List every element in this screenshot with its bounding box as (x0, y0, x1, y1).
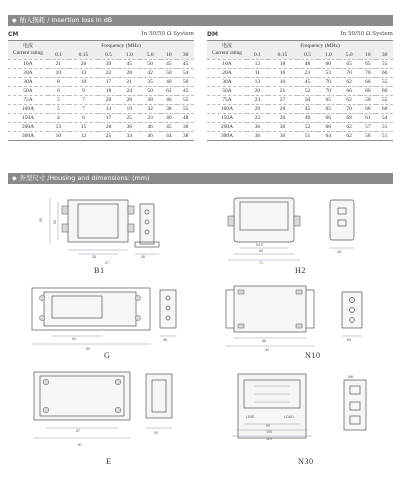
loss-value-cell: 19 (119, 104, 140, 113)
loss-value-cell: 57 (360, 122, 377, 131)
frequency-header: Frequency (MHz) (247, 41, 393, 51)
loss-value-cell: 55 (177, 104, 194, 113)
housing-title-bar (8, 173, 393, 184)
h2-dim-label: 71 (259, 261, 263, 265)
loss-value-cell: 12 (69, 131, 98, 140)
g-dim-label: 45 (163, 338, 167, 342)
b1-dim-label: 95 (39, 218, 43, 222)
loss-value-cell: 7 (69, 104, 98, 113)
loss-value-cell: 28 (119, 95, 140, 104)
loss-value-cell: 20 (268, 104, 297, 113)
g-caption: G (104, 351, 111, 360)
cm-table (8, 40, 194, 141)
table-row (207, 59, 393, 68)
housing-title: 外型尺寸 /Housing and dimensions: (mm) (19, 174, 150, 182)
loss-value-cell: 46 (297, 113, 318, 122)
current-rating-cell: 200A (8, 122, 48, 131)
e-dim-label: 87 (78, 443, 82, 447)
loss-value-cell: 45 (297, 104, 318, 113)
loss-value-cell: 52 (297, 122, 318, 131)
b1-dim-label: 60 (53, 220, 57, 224)
loss-value-cell: 62 (339, 122, 360, 131)
loss-value-cell: 54 (177, 68, 194, 77)
cm-label: CM (8, 31, 19, 38)
current-rating-header: 电流 Current rating (207, 41, 247, 60)
loss-value-cell: 62 (339, 77, 360, 86)
freq-col: 0.15 (69, 51, 98, 60)
table-row (207, 122, 393, 131)
insertion-loss-title-bar (8, 15, 393, 26)
freq-col: 1.0 (318, 51, 339, 60)
loss-value-cell: 16 (268, 68, 297, 77)
loss-value-cell: 36 (247, 131, 268, 140)
loss-value-cell: 66 (318, 122, 339, 131)
current-rating-header: 电流 Current rating (8, 41, 48, 60)
loss-value-cell: 17 (98, 113, 119, 122)
current-rating-cell: 50A (8, 86, 48, 95)
loss-value-cell: 51 (376, 122, 393, 131)
loss-value-cell: 32 (140, 104, 161, 113)
current-rating-cell: 10A (207, 59, 247, 68)
freq-col: 1.0 (119, 51, 140, 60)
diamond-icon: ◆ (12, 17, 17, 24)
n30-line-label: LINE (246, 415, 254, 419)
loss-value-cell: 40 (161, 113, 178, 122)
n10-dim-label: 66 (262, 339, 266, 343)
current-rating-cell: 300A (207, 131, 247, 140)
table-row (207, 104, 393, 113)
loss-value-cell: 23 (297, 68, 318, 77)
loss-value-cell: 18 (98, 86, 119, 95)
loss-value-cell: 30 (268, 113, 297, 122)
loss-value-cell: 24 (119, 86, 140, 95)
loss-value-cell: 18 (268, 59, 297, 68)
current-rating-cell: 150A (8, 113, 48, 122)
loss-value-cell: 62 (339, 131, 360, 140)
frequency-header: Frequency (MHz) (48, 41, 194, 51)
loss-value-cell: 64 (318, 131, 339, 140)
table-row (8, 77, 194, 86)
current-rating-cell: 200A (207, 122, 247, 131)
loss-value-cell: 66 (360, 77, 377, 86)
loss-value-cell: 48 (177, 113, 194, 122)
b1-dim-label: 28 (92, 255, 96, 259)
dm-system: In 50/50 Ω System (340, 31, 393, 37)
n10-dim-label: 84 (265, 348, 269, 352)
e-caption: E (106, 457, 112, 466)
current-rating-cell: 75A (8, 95, 48, 104)
loss-value-cell: 46 (161, 95, 178, 104)
dm-label: DM (207, 31, 218, 38)
h2-dim-label: 45 (337, 250, 341, 254)
table-row (207, 95, 393, 104)
loss-value-cell: 8 (48, 77, 69, 86)
loss-value-cell: 13 (48, 122, 69, 131)
n10-dim-label: 60 (347, 338, 351, 342)
loss-value-cell: 55 (376, 59, 393, 68)
n30-dim-label: 90 (266, 424, 270, 428)
loss-value-cell: 60 (376, 104, 393, 113)
loss-value-cell: 38 (177, 122, 194, 131)
cm-system: In 50/50 Ω System (141, 31, 194, 37)
table-row (8, 131, 194, 140)
loss-value-cell: 68 (339, 113, 360, 122)
loss-value-cell: 5 (48, 95, 69, 104)
loss-value-cell: 54 (376, 113, 393, 122)
loss-value-cell: 70 (318, 77, 339, 86)
loss-value-cell: 12 (247, 59, 268, 68)
current-rating-cell: 300A (8, 131, 48, 140)
g-drawing (28, 284, 188, 356)
loss-value-cell: 55 (376, 95, 393, 104)
loss-value-cell: 23 (247, 95, 268, 104)
loss-value-cell: 50 (360, 95, 377, 104)
loss-value-cell: 39 (98, 59, 119, 68)
freq-col: 0.1 (247, 51, 268, 60)
loss-value-cell: 46 (140, 122, 161, 131)
loss-value-cell: 66 (318, 113, 339, 122)
e-dim-label: 45 (154, 431, 158, 435)
freq-col: 0.5 (297, 51, 318, 60)
loss-value-cell: 66 (339, 86, 360, 95)
table-row (8, 122, 194, 131)
loss-value-cell: 61 (360, 113, 377, 122)
loss-value-cell: 21 (119, 77, 140, 86)
loss-value-cell: 21 (268, 86, 297, 95)
loss-value-cell: 30 (268, 131, 297, 140)
loss-value-cell: 26 (69, 59, 98, 68)
loss-value-cell: 45 (177, 59, 194, 68)
loss-value-cell: 25 (98, 131, 119, 140)
loss-value-cell: 10 (48, 131, 69, 140)
loss-value-cell: 28 (98, 122, 119, 131)
loss-value-cell: 45 (297, 77, 318, 86)
current-rating-cell: 75A (207, 95, 247, 104)
loss-value-cell: 22 (247, 113, 268, 122)
loss-value-cell: 21 (48, 59, 69, 68)
table-row (8, 104, 194, 113)
loss-value-cell: 65 (318, 104, 339, 113)
loss-value-cell: 30 (268, 122, 297, 131)
loss-value-cell: 51 (376, 131, 393, 140)
loss-value-cell: 33 (140, 113, 161, 122)
loss-value-cell: 13 (247, 77, 268, 86)
dm-table-block (207, 31, 393, 141)
b1-dim-label: 36 (141, 255, 145, 259)
loss-value-cell: 66 (376, 68, 393, 77)
table-row (207, 68, 393, 77)
loss-value-cell: 45 (119, 59, 140, 68)
loss-value-cell: 45 (161, 122, 178, 131)
freq-col: 0.5 (98, 51, 119, 60)
n30-drawing (224, 366, 384, 454)
loss-value-cell: 65 (318, 95, 339, 104)
table-row (207, 77, 393, 86)
loss-value-cell: 60 (360, 86, 377, 95)
n10-caption: N10 (305, 351, 321, 360)
freq-col: 5.0 (339, 51, 360, 60)
loss-value-cell: 60 (318, 59, 339, 68)
n30-load-label: LOAD (284, 415, 294, 419)
current-rating-cell: 30A (207, 77, 247, 86)
loss-value-cell: 50 (161, 68, 178, 77)
h2-dim-label: 60 (259, 249, 263, 253)
g-dim-label: 50 (86, 347, 90, 351)
table-row (207, 113, 393, 122)
loss-value-cell: 20 (98, 95, 119, 104)
table-row (8, 68, 194, 77)
loss-value-cell: 50 (297, 95, 318, 104)
loss-value-cell: 51 (297, 131, 318, 140)
loss-value-cell: 55 (376, 77, 393, 86)
current-rating-cell: 100A (8, 104, 48, 113)
loss-value-cell: 7 (69, 95, 98, 104)
loss-value-cell: 53 (318, 68, 339, 77)
dm-table (207, 40, 393, 141)
loss-value-cell: 62 (161, 86, 178, 95)
loss-value-cell: 22 (98, 68, 119, 77)
loss-value-cell: 55 (177, 95, 194, 104)
loss-value-cell: 65 (339, 59, 360, 68)
loss-value-cell: 17 (98, 77, 119, 86)
loss-value-cell: 38 (161, 104, 178, 113)
table-row (207, 86, 393, 95)
loss-value-cell: 25 (119, 113, 140, 122)
loss-value-cell: 5 (48, 104, 69, 113)
loss-value-cell: 13 (69, 68, 98, 77)
loss-value-cell: 52 (297, 86, 318, 95)
h2-caption: H2 (295, 266, 307, 275)
loss-value-cell: 6 (48, 86, 69, 95)
g-dim-label: 50 (72, 337, 76, 341)
loss-value-cell: 68 (360, 104, 377, 113)
n30-caption: N30 (298, 457, 314, 466)
loss-value-cell: 27 (268, 95, 297, 104)
table-row (8, 86, 194, 95)
loss-value-cell: 36 (119, 122, 140, 131)
table-row (8, 113, 194, 122)
freq-col: 10 (360, 51, 377, 60)
n30-dim-label: M6 (348, 375, 353, 379)
e-drawing (26, 366, 186, 454)
loss-value-cell: 11 (247, 68, 268, 77)
loss-value-cell: 45 (177, 86, 194, 95)
b1-dim-label: 27 (105, 261, 109, 265)
loss-value-cell: 13 (98, 104, 119, 113)
loss-value-cell: 36 (247, 122, 268, 131)
loss-value-cell: 44 (161, 131, 178, 140)
table-row (8, 59, 194, 68)
loss-value-cell: 20 (247, 86, 268, 95)
loss-value-cell: 70 (339, 104, 360, 113)
loss-value-cell: 70 (318, 86, 339, 95)
n30-dim-label: 100 (266, 430, 272, 434)
current-rating-cell: 150A (207, 113, 247, 122)
loss-value-cell: 70 (360, 68, 377, 77)
current-rating-cell: 50A (207, 86, 247, 95)
e-dim-label: 57 (76, 429, 80, 433)
freq-col: 30 (177, 51, 194, 60)
current-rating-cell: 100A (207, 104, 247, 113)
loss-value-cell: 60 (376, 86, 393, 95)
freq-col: 0.1 (48, 51, 69, 60)
n10-drawing (222, 284, 382, 356)
loss-value-cell: 50 (140, 59, 161, 68)
table-row (8, 95, 194, 104)
loss-value-cell: 50 (140, 86, 161, 95)
b1-caption: B1 (94, 266, 105, 275)
loss-value-cell: 9 (69, 86, 98, 95)
freq-col: 10 (161, 51, 178, 60)
loss-value-cell: 38 (140, 95, 161, 104)
current-rating-cell: 10A (8, 59, 48, 68)
b1-drawing (28, 190, 178, 268)
diamond-icon: ◆ (12, 175, 17, 182)
loss-value-cell: 10 (268, 77, 297, 86)
loss-value-cell: 45 (161, 59, 178, 68)
loss-value-cell: 48 (297, 59, 318, 68)
loss-value-cell: 6 (69, 113, 98, 122)
cm-table-block (8, 31, 194, 141)
loss-value-cell: 10 (48, 68, 69, 77)
current-rating-cell: 20A (8, 68, 48, 77)
loss-value-cell: 35 (140, 77, 161, 86)
loss-value-cell: 4 (48, 113, 69, 122)
loss-value-cell: 29 (247, 104, 268, 113)
loss-value-cell: 50 (177, 77, 194, 86)
loss-value-cell: 15 (69, 122, 98, 131)
table-row (207, 131, 393, 140)
loss-value-cell: 70 (339, 68, 360, 77)
freq-col: 5.0 (140, 51, 161, 60)
loss-value-cell: 28 (119, 68, 140, 77)
freq-col: 30 (376, 51, 393, 60)
n30-dim-label: 110 (266, 437, 272, 441)
loss-value-cell: 40 (161, 77, 178, 86)
loss-value-cell: 34 (119, 131, 140, 140)
h2-dim-label: 54.2 (256, 243, 263, 247)
loss-value-cell: 10 (69, 77, 98, 86)
loss-value-cell: 62 (339, 95, 360, 104)
loss-value-cell: 58 (360, 131, 377, 140)
loss-value-cell: 65 (360, 59, 377, 68)
loss-value-cell: 38 (177, 131, 194, 140)
freq-col: 0.15 (268, 51, 297, 60)
insertion-loss-title: 插入损耗 / Insertion loss in dB (19, 16, 113, 24)
h2-drawing (224, 190, 374, 268)
current-rating-cell: 20A (207, 68, 247, 77)
loss-value-cell: 42 (140, 68, 161, 77)
current-rating-cell: 30A (8, 77, 48, 86)
loss-value-cell: 46 (140, 131, 161, 140)
